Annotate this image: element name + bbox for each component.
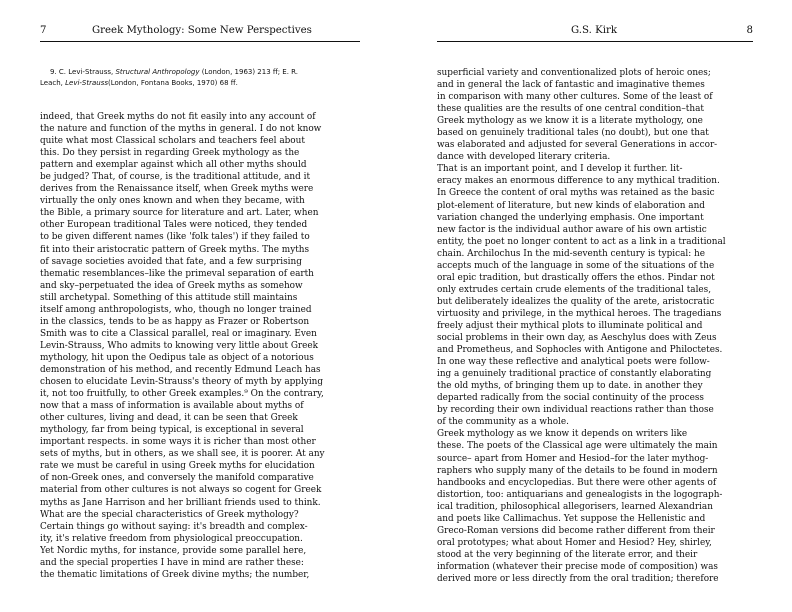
text-line: quite what most Classical scholars and teachers feel about	[40, 136, 305, 147]
text-line: the old myths, of bringing them up to date. in another they	[437, 381, 703, 392]
text-line: only extrudes certain crude elements of the traditional tales,	[437, 284, 712, 295]
text-line: it, not too fruitfully, to other Greek examples.⁹ On the contrary,	[40, 389, 324, 400]
text-line: Greco-Roman versions did become rather different from their	[437, 525, 715, 536]
text-line: demonstration of his method, and recently Edmund Leach has	[40, 364, 321, 375]
left-page	[40, 0, 360, 612]
text-line: chosen to elucidate Levin-Strauss's theory of myth by applying	[40, 377, 324, 388]
text-line: by recording their own individual reactions rather than those	[437, 405, 714, 416]
text-line: but deliberately idealizes the quality of the arete, aristocratic	[437, 296, 715, 307]
text-line: the Bible, a primary source for literature and art. Later, when	[40, 208, 319, 219]
text-line: itself among anthropologists, who, though no longer trained	[40, 304, 312, 315]
text-line: What are the special characteristics of Greek mythology?	[40, 509, 299, 520]
text-line: That is an important point, and I develop it further. lit-	[437, 164, 683, 175]
text-line: ical tradition, philosophical allegorisers, learned Alexandrian	[437, 501, 713, 512]
text-line: information (whatever their precise mode of composition) was	[437, 561, 718, 572]
text-line: Greek mythology as we know it depends on writers like	[437, 429, 688, 440]
right-page-header	[437, 25, 753, 41]
text-line: derived more or less directly from the oral tradition; therefore	[437, 573, 719, 584]
text-line: still archetypal. Something of this attitude still maintains	[40, 292, 298, 303]
text-line: departed radically from the social continuity of the process	[437, 393, 704, 404]
text-line: in comparison with many other cultures. Some of the least of	[437, 92, 713, 103]
text-line: mythology, hit upon the Oedipus tale as object of a notorious	[40, 352, 314, 363]
text-line: and in general the lack of fantastic and imaginative themes	[437, 80, 705, 91]
text-line: other European traditional Tales were noticed, they tended	[40, 220, 308, 231]
text-line: new factor is the individual author aware of his own artistic	[437, 224, 707, 235]
text-line: and Prometheus, and Sophocles with Antigone and Philoctetes.	[437, 345, 723, 356]
text-line: material from other cultures is not always so cogent for Greek	[40, 485, 322, 496]
text-line: sets of myths, but in others, as we shall see, it is poorer. At any	[40, 449, 325, 460]
text-line: Smith was to cite a Classical parallel, real or imaginary. Even	[40, 328, 317, 339]
text-line: Greek mythology as we know it is a literate mythology, one	[437, 116, 703, 127]
text-line: handbooks and encyclopedias. But there were other agents of	[437, 477, 717, 488]
text-line: thematic resemblances–like the primeval separation of earth	[40, 268, 314, 279]
text-line: Yet Nordic myths, for instance, provide some parallel here,	[40, 545, 307, 556]
text-line: of non-Greek ones, and conversely the manifold comparative	[40, 473, 314, 484]
text-line: fit into their aristocratic pattern of Greek myths. The myths	[40, 244, 310, 255]
text-line: these qualities are the results of one central condition–that	[437, 104, 704, 115]
text-line: virtuosity and privilege, in the mythical heroes. The tragedians	[437, 308, 722, 319]
left-body-text	[40, 111, 360, 581]
text-line: oral prototypes; what about Homer and Hesiod? Hey, shirley,	[437, 537, 712, 548]
text-line: oral epic tradition, but drastically offers the ethos. Pindar not	[437, 272, 715, 283]
right-body-text	[437, 67, 753, 585]
text-line: dance with developed literary criteria.	[437, 152, 611, 163]
text-line: the nature and function of the myths in general. I do not know	[40, 124, 322, 135]
text-line: variation changed the underlying emphasis. One important	[437, 212, 704, 223]
text-line: indeed, that Greek myths do not fit easily into any account of	[40, 112, 316, 122]
text-line: In Greece the content of oral myths was retained as the basic	[437, 188, 715, 199]
text-line: in the classics, tends to be as happy as Frazer or Robertson	[40, 316, 310, 327]
footnote-line: 9. C. Levi-Strauss, Structural Anthropology (London, 1963) 213 ff; E. R.	[50, 68, 299, 76]
text-line: ing a genuinely traditional practice of constantly elaborating	[437, 369, 712, 380]
text-line: derives from the Renaissance itself, when Greek myths were	[40, 184, 314, 195]
text-line: In one way these reflective and analytical poets were follow-	[437, 357, 710, 368]
text-line: be judged? That, of course, is the traditional attitude, and it	[40, 172, 311, 183]
text-line: of the community as a whole.	[437, 417, 569, 428]
right-page	[437, 0, 753, 612]
text-line: superficial variety and conventionalized plots of heroic ones;	[437, 68, 711, 78]
text-line: based on genuinely traditional tales (no doubt), but one that	[437, 128, 709, 139]
text-line: distortion, too: antiquarians and genealogists in the logograph-	[437, 489, 723, 500]
text-line: eracy makes an enormous difference to any mythical tradition.	[437, 176, 720, 187]
text-line: myths as Jane Harrison and her brilliant friends used to think.	[40, 497, 321, 508]
text-line: and sky–perpetuated the idea of Greek myths as somehow	[40, 280, 303, 291]
text-line: Certain things go without saying: it's breadth and complex-	[40, 521, 308, 532]
text-line: this. Do they persist in regarding Greek mythology as the	[40, 148, 300, 159]
text-line: pattern and exemplar against which all other myths should	[40, 160, 307, 171]
text-line: other cultures, living and dead, it can be seen that Greek	[40, 413, 298, 424]
text-line: was elaborated and adjusted for several Generations in accor-	[437, 140, 718, 151]
text-line: freely adjust their mythical plots to illuminate political and	[437, 320, 703, 331]
text-line: of savage societies avoided that fate, and a few surprising	[40, 256, 302, 267]
text-line: Levin-Strauss, Who admits to knowing very little about Greek	[40, 340, 319, 351]
text-line: chain. Archilochus In the mid-seventh century is typical: he	[437, 248, 706, 259]
header-rule	[40, 41, 360, 42]
text-line: ity, it's relative freedom from physiological preoccupation.	[40, 533, 303, 544]
text-line: the thematic limitations of Greek divine myths; the number,	[40, 569, 310, 580]
text-line: stood at the very beginning of the literate error, and their	[437, 549, 698, 560]
running-title: Greek Mythology: Some New Perspectives	[92, 25, 312, 36]
text-line: rate we must be careful in using Greek myths for elucidation	[40, 461, 315, 472]
text-line: important respects. in some ways it is richer than most other	[40, 437, 316, 448]
text-line: plot-element of literature, but new kinds of elaboration and	[437, 200, 705, 211]
text-line: raphers who supply many of the details to be found in modern	[437, 465, 718, 476]
text-line: accepts much of the language in some of the situations of the	[437, 260, 715, 271]
left-page-header	[40, 25, 360, 41]
footnote-line: Leach, Levi-Strauss(London, Fontana Books, 1970) 68 ff.	[40, 78, 238, 87]
page-number: 7	[40, 25, 47, 36]
text-line: now that a mass of information is available about myths of	[40, 401, 304, 412]
page-number: 8	[746, 25, 753, 36]
text-line: these. The poets of the Classical age were ultimately the main	[437, 441, 718, 452]
text-line: source– apart from Homer and Hesiod–for the later mythog-	[437, 453, 709, 464]
text-line: and the special properties I have in mind are rather these:	[40, 557, 304, 568]
text-line: virtually the only ones known and when they became, with	[40, 196, 305, 207]
header-rule	[437, 41, 753, 42]
text-line: and poets like Callimachus. Yet suppose the Hellenistic and	[437, 513, 706, 524]
text-line: social problems in their own day, as Aeschylus does with Zeus	[437, 333, 717, 344]
text-line: to be given different names (like 'folk tales') if they failed to	[40, 232, 310, 243]
text-line: mythology, far from being typical, is exceptional in several	[40, 425, 304, 436]
running-title: G.S. Kirk	[571, 25, 618, 36]
text-line: entity, the poet no longer content to act as a link in a traditional	[437, 236, 726, 247]
footnote	[40, 67, 360, 88]
